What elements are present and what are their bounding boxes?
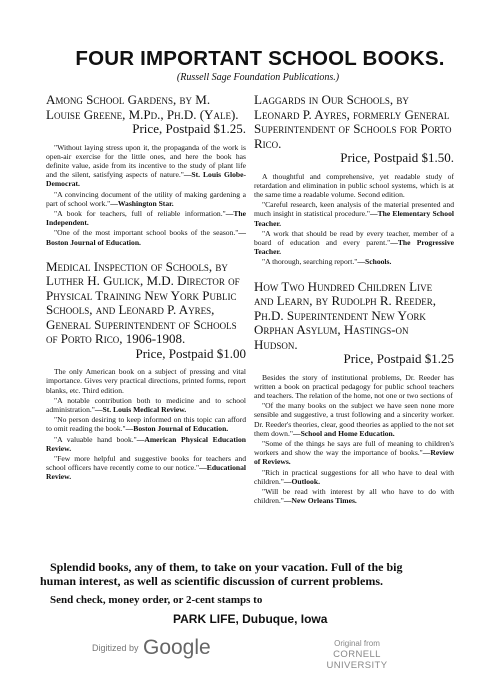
original-source xyxy=(302,638,412,671)
review-quote: "No person desiring to keep informed on this topic can afford to omit reading the book."—Boston Journal of Education. xyxy=(46,415,246,434)
review-quote: "Careful research, keen analysis of the material presented and much insight in statistical procedure."—The Elementary School Teacher. xyxy=(254,200,454,228)
right-column xyxy=(254,93,454,506)
review-quote: "Will be read with interest by all who have to do with children."—New Orleans Times. xyxy=(254,486,454,506)
review-quote: "Some of the things he says are full of meaning to children's workers and show the way the importance of books."—Review of Reviews. xyxy=(254,438,454,467)
book-description: Besides the story of institutional problems, Dr. Reeder has written a book on practical pedagogy for public school teachers and teachers. The relation of the home, not one or two sections of xyxy=(254,372,454,400)
book-description: The only American book on a subject of pressing and vital importance. Gives very practical directions, printed forms, report blanks, etc. Third edition. xyxy=(46,367,246,395)
book-title-text: Laggards in Our Schools, by Leonard P. Ayres, formerly General Superintendent of Schools for Porto Rico. xyxy=(254,92,452,151)
university-name: CORNELL UNIVERSITY xyxy=(326,649,388,671)
review-quote: "Without laying stress upon it, the propaganda of the work is open-air exercise for the little ones, and here the book has definite value, aside from its incentive to the study of plant life and the silent, satisfying aspects of nature."—St. Louis Globe-Democrat. xyxy=(46,142,246,189)
review-list xyxy=(254,172,454,267)
review-list xyxy=(254,373,454,506)
review-quote: "Rich in practical suggestions for all who have to deal with children."—Outlook. xyxy=(254,467,454,486)
review-quote: "One of the most important school books of the season."—Boston Journal of Education. xyxy=(46,228,246,247)
book-two-hundred-children xyxy=(254,280,454,367)
book-medical-inspection xyxy=(46,260,246,362)
digitized-label: Digitized by xyxy=(92,643,139,653)
review-quote: "A convincing document of the utility of making gardening a part of school work."—Washington Star. xyxy=(46,189,246,208)
closing-line: human interest, as well as scientific discussion of current problems. xyxy=(40,574,384,588)
review-quote: "Few more helpful and suggestive books for teachers and school officers have recently come to our notice."—Educational Review. xyxy=(46,454,246,482)
book-laggards xyxy=(254,93,454,166)
left-column xyxy=(46,93,246,483)
page-headline: FOUR IMPORTANT SCHOOL BOOKS. xyxy=(75,47,445,70)
review-quote: "A valuable hand book."—American Physical Education Review. xyxy=(46,434,247,453)
review-quote: "A book for teachers, full of reliable information."—The Independent. xyxy=(46,208,246,228)
review-quote: "Of the many books on the subject we have seen none more sensible and suggestive, a trust following and a sincerity worker. Dr. Reeder's theories, clear, good theories as applied to the not set them down."—School and Home Education. xyxy=(254,401,454,438)
closing-line: Splendid books, any of them, to take on your vacation. Full of the big xyxy=(50,560,403,574)
ordering-instructions: Send check, money order, or 2-cent stamps to xyxy=(50,594,263,606)
book-title-text: Medical Inspection of Schools, by Luther H. Gulick, M.D. Director of Physical Training New York Public Schools, and Leonard P. Ayres, General Superintendent of Schools of Porto Rico, 1906-1908. xyxy=(46,258,240,347)
closing-notice xyxy=(40,560,480,626)
page-subhead: (Russell Sage Foundation Publications.) xyxy=(176,72,340,83)
review-list xyxy=(46,367,246,481)
google-logo: Google xyxy=(142,636,211,659)
book-price: Price, Postpaid $1.50. xyxy=(340,150,454,165)
book-description: A thoughtful and comprehensive, yet readable study of retardation and elimination in public school systems, which is at the same time a readable volume. Second edition. xyxy=(254,171,454,199)
review-quote: "A thorough, searching report."—Schools. xyxy=(262,257,392,267)
book-price: Price, Postpaid $1.25. xyxy=(132,121,246,136)
review-quote: "A notable contribution both to medicine and to school administration."—St. Louis Medical Review. xyxy=(46,395,246,415)
book-price: Price, Postpaid $1.25 xyxy=(343,351,454,367)
book-among-school-gardens xyxy=(46,93,246,137)
book-price: Price, Postpaid $1.00 xyxy=(135,345,246,361)
digitized-by-google xyxy=(92,636,211,660)
publisher-address: PARK LIFE, Dubuque, Iowa xyxy=(173,612,328,626)
book-title-text: How Two Hundred Children Live and Learn, by Rudolph R. Reeder, Ph.D. Superintendent New York Orphan Asylum, Hastings-on Hudson. xyxy=(254,278,436,352)
review-quote: "A work that should be read by every teacher, member of a board of education and every parent."—The Progressive Teacher. xyxy=(254,228,454,257)
review-list xyxy=(46,143,246,247)
original-from-label: Original from xyxy=(334,639,380,648)
book-title-text: Among School Gardens, by M. Louise Greene, M.Pd., Ph.D. (Yale). xyxy=(46,92,239,122)
